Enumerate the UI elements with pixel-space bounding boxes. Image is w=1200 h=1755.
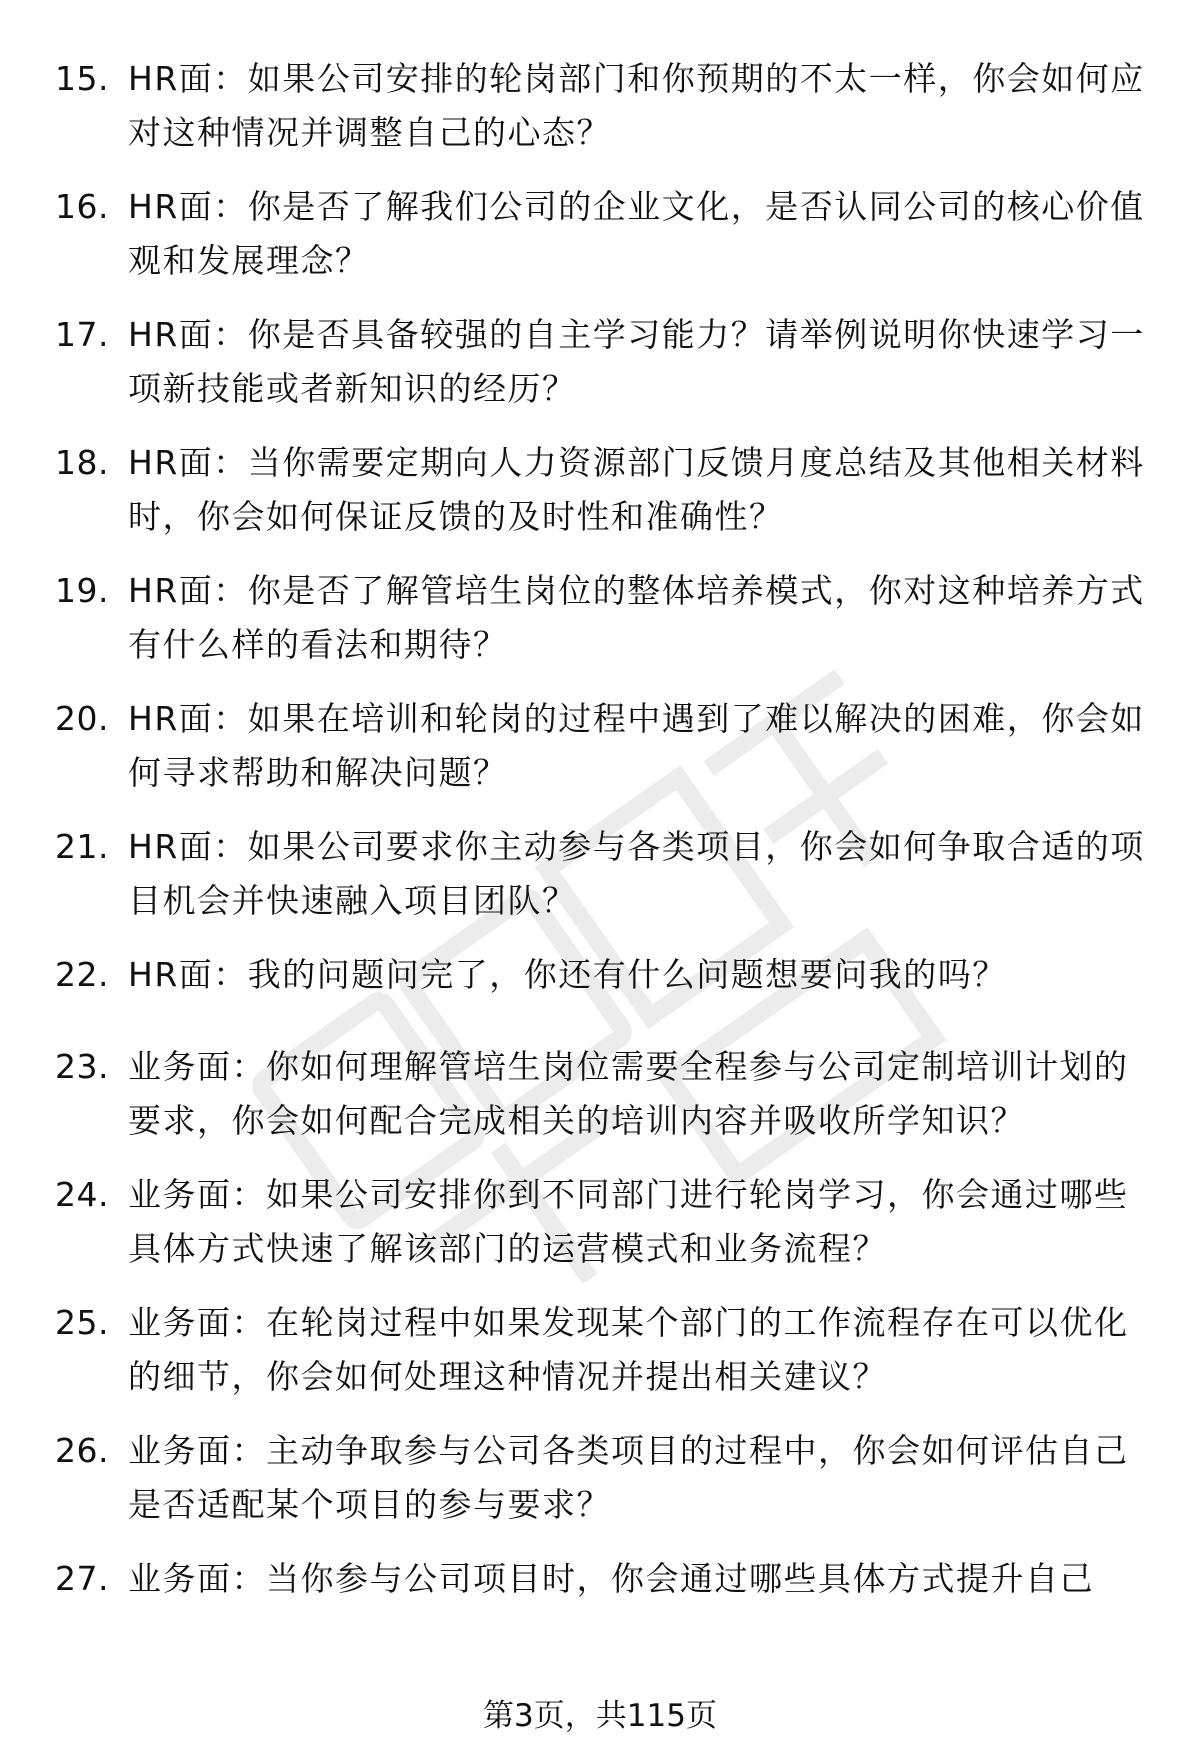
list-item — [0, 564, 1200, 692]
question-text: 业务面：在轮岗过程中如果发现某个部门的工作流程存在可以优化的细节，你会如何处理这种情况并提出相关建议？ — [128, 1303, 1129, 1396]
question-text: 业务面：如果公司安排你到不同部门进行轮岗学习，你会通过哪些具体方式快速了解该部门的运营模式和业务流程？ — [128, 1175, 1129, 1268]
list-item — [0, 1168, 1200, 1296]
question-text: HR面：如果在培训和轮岗的过程中遇到了难以解决的困难，你会如何寻求帮助和解决问题？ — [128, 699, 1145, 792]
question-number: 23. — [55, 1047, 109, 1086]
question-number: 22. — [55, 955, 109, 994]
question-number: 25. — [55, 1303, 109, 1342]
question-text: HR面：你是否了解管培生岗位的整体培养模式，你对这种培养方式有什么样的看法和期待？ — [128, 571, 1145, 664]
question-number: 26. — [55, 1431, 109, 1470]
question-text: HR面：如果公司要求你主动参与各类项目，你会如何争取合适的项目机会并快速融入项目团队？ — [128, 827, 1145, 920]
list-item — [0, 52, 1200, 180]
question-number: 18. — [55, 443, 109, 482]
question-number: 21. — [55, 827, 109, 866]
question-number: 15. — [55, 59, 109, 98]
list-item — [0, 692, 1200, 820]
question-list — [0, 52, 1200, 1680]
list-item — [0, 1552, 1200, 1680]
question-number: 20. — [55, 699, 109, 738]
question-number: 24. — [55, 1175, 109, 1214]
question-number: 27. — [55, 1559, 109, 1598]
question-text: 业务面：当你参与公司项目时，你会通过哪些具体方式提升自己 — [128, 1559, 1094, 1598]
list-item — [0, 180, 1200, 308]
page-number-footer: 第3页，共115页 — [483, 1698, 717, 1734]
list-item — [0, 1424, 1200, 1552]
question-number: 16. — [55, 187, 109, 226]
question-text: HR面：如果公司安排的轮岗部门和你预期的不太一样，你会如何应对这种情况并调整自己的心态？ — [128, 59, 1145, 152]
list-item — [0, 308, 1200, 436]
list-item — [0, 1296, 1200, 1424]
list-item — [0, 1040, 1200, 1168]
question-text: HR面：我的问题问完了，你还有什么问题想要问我的吗？ — [128, 955, 1007, 994]
question-text: 业务面：你如何理解管培生岗位需要全程参与公司定制培训计划的要求，你会如何配合完成相关的培训内容并吸收所学知识？ — [128, 1047, 1129, 1140]
list-item — [0, 948, 1200, 1040]
list-item — [0, 436, 1200, 564]
question-text: HR面：你是否具备较强的自主学习能力？请举例说明你快速学习一项新技能或者新知识的经历？ — [128, 315, 1145, 408]
question-number: 17. — [55, 315, 109, 354]
question-text: HR面：你是否了解我们公司的企业文化，是否认同公司的核心价值观和发展理念？ — [128, 187, 1145, 280]
question-number: 19. — [55, 571, 109, 610]
question-text: HR面：当你需要定期向人力资源部门反馈月度总结及其他相关材料时，你会如何保证反馈的及时性和准确性？ — [128, 443, 1145, 536]
list-item — [0, 820, 1200, 948]
question-text: 业务面：主动争取参与公司各类项目的过程中，你会如何评估自己是否适配某个项目的参与要求？ — [128, 1431, 1129, 1524]
